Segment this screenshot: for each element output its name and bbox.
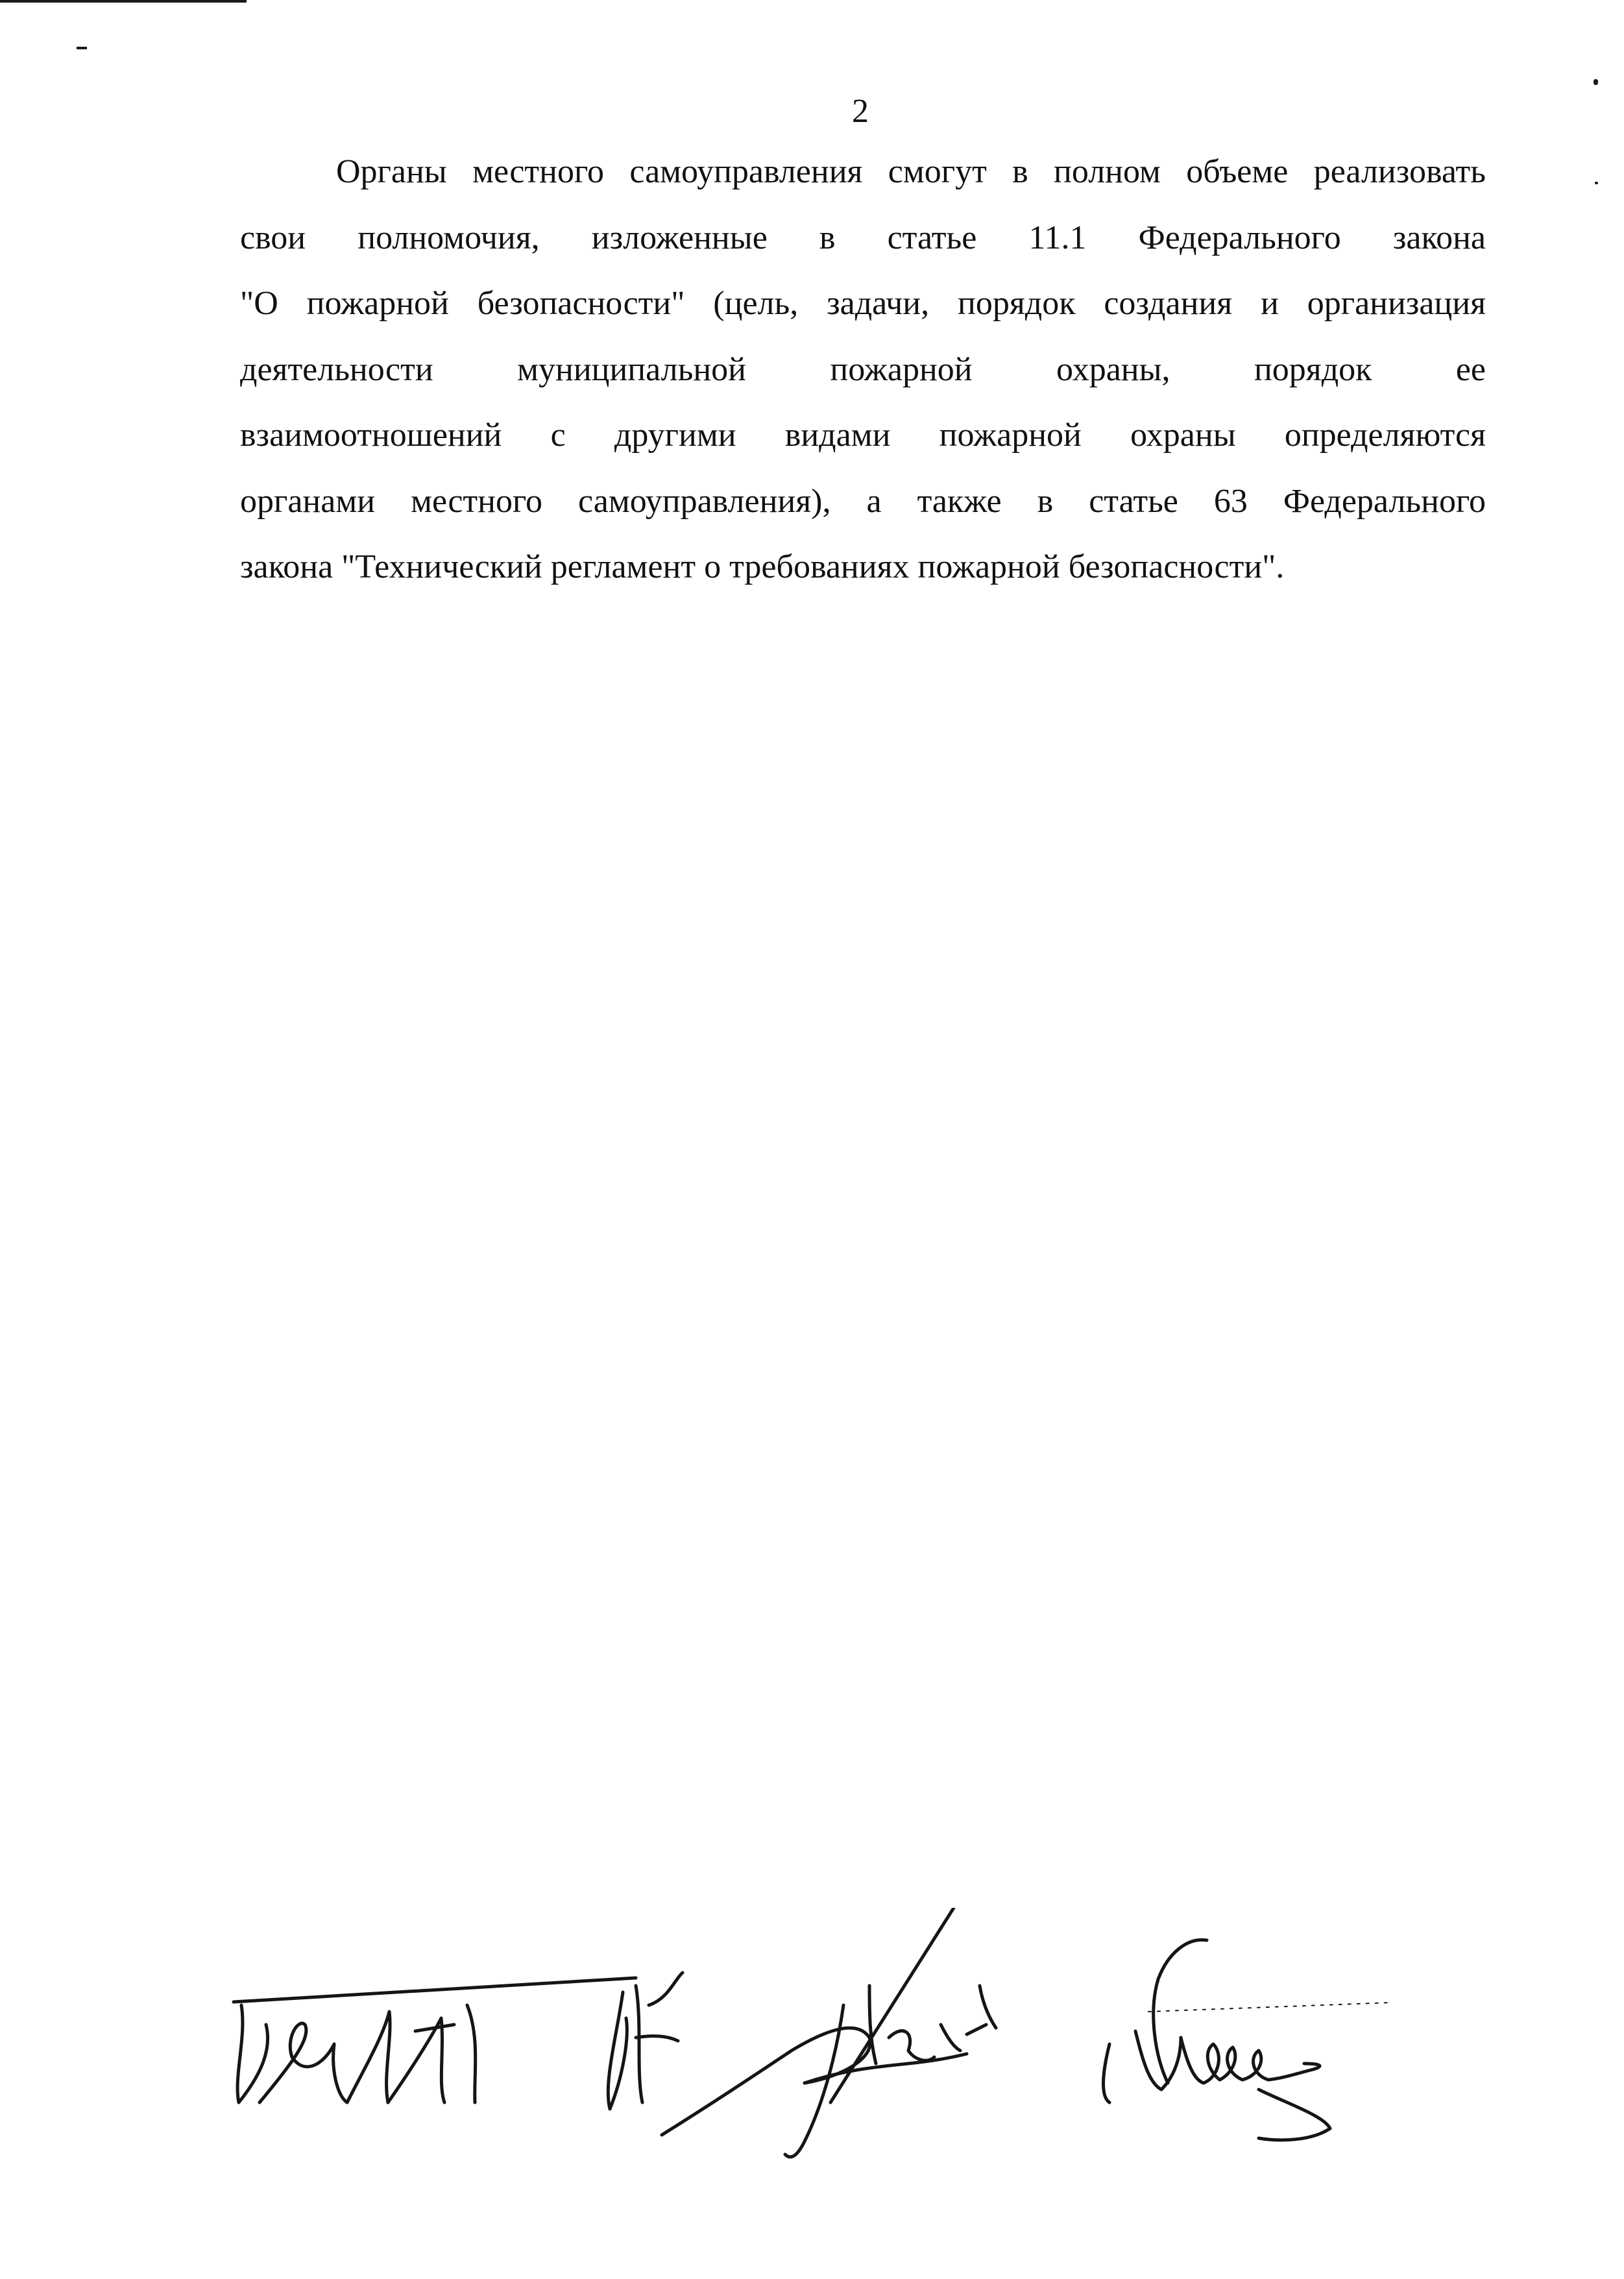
signature-3 xyxy=(662,1908,996,2157)
body-paragraph xyxy=(240,139,1486,600)
scan-dash-mark xyxy=(77,47,87,49)
scan-dot-mark xyxy=(1595,182,1598,184)
paragraph-line: свои полномочия, изложенные в статье 11.1 Федерального закона xyxy=(240,219,1486,256)
paragraph-line: органами местного самоуправления), а также в статье 63 Федерального xyxy=(240,482,1486,520)
paragraph-line: закона "Технический регламент о требованиях пожарной безопасности". xyxy=(240,548,1285,585)
signatures-block xyxy=(221,1908,1388,2180)
signature-4 xyxy=(1104,1940,1388,2139)
page-number: 2 xyxy=(852,93,869,130)
signature-2 xyxy=(608,1973,683,2109)
paragraph-line: Органы местного самоуправления смогут в полном объеме реализовать xyxy=(336,153,1486,190)
scan-dot-mark xyxy=(1594,79,1598,85)
paragraph-line: "О пожарной безопасности" (цель, задачи, порядок создания и организация xyxy=(240,285,1486,322)
signature-1 xyxy=(234,1978,636,2102)
paragraph-line: взаимоотношений с другими видами пожарной охраны определяются xyxy=(240,417,1486,454)
scan-edge-line xyxy=(0,0,247,3)
paragraph-line: деятельности муниципальной пожарной охраны, порядок ее xyxy=(240,350,1486,388)
